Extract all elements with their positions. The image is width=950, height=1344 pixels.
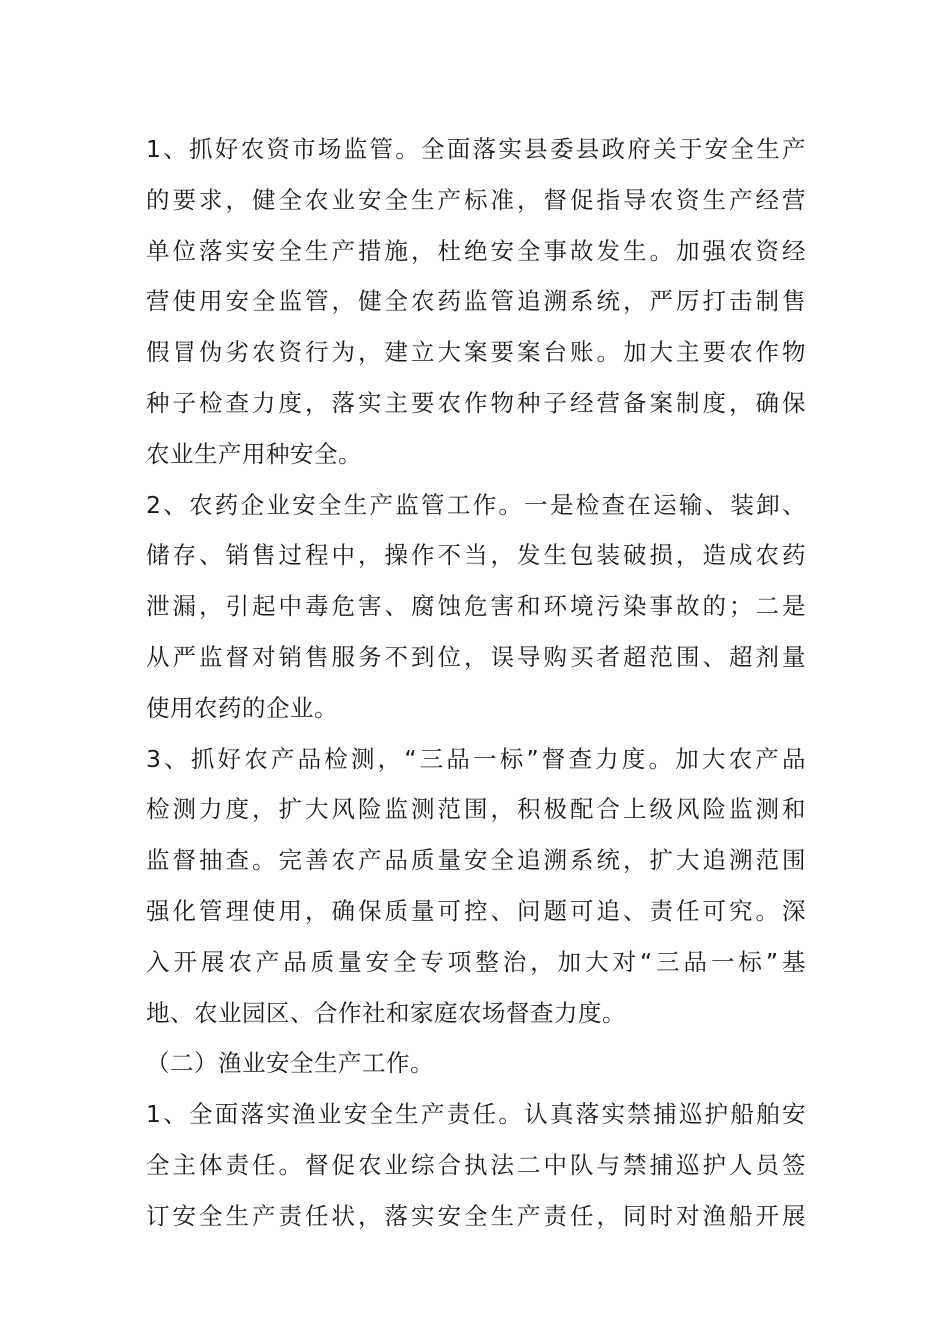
text-line: 1、抓好农资市场监管。全面落实县委县政府关于安全生产	[146, 135, 806, 163]
text-line: 泄漏，引起中毒危害、腐蚀危害和环境污染事故的；二是	[146, 592, 806, 621]
text-line: 检测力度，扩大风险监测范围，积极配合上级风险监测和	[146, 795, 806, 824]
text-line: 入开展农产品质量安全专项整治，加大对“三品一标”基	[146, 947, 806, 976]
text-line: 种子检查力度，落实主要农作物种子经营备案制度，确保	[146, 388, 806, 417]
text-line: 订安全生产责任状，落实安全生产责任，同时对渔船开展	[146, 1201, 806, 1230]
text-line: 2、农药企业安全生产监管工作。一是检查在运输、装卸、	[146, 490, 806, 519]
text-line: 单位落实安全生产措施，杜绝安全事故发生。加强农资经	[146, 236, 806, 265]
text-line: 3、抓好农产品检测，“三品一标”督查力度。加大农产品	[146, 744, 806, 773]
text-line: 使用农药的企业。	[146, 693, 338, 722]
text-line: 假冒伪劣农资行为，建立大案要案台账。加大主要农作物	[146, 338, 806, 367]
text-line: 1、全面落实渔业安全生产责任。认真落实禁捕巡护船舶安	[146, 1100, 806, 1129]
text-line: 地、农业园区、合作社和家庭农场督查力度。	[146, 998, 626, 1027]
text-line: 的要求，健全农业安全生产标准，督促指导农资生产经营	[146, 185, 806, 214]
text-line: 监督抽查。完善农产品质量安全追溯系统，扩大追溯范围	[146, 846, 806, 875]
text-line: （二）渔业安全生产工作。	[146, 1049, 434, 1078]
text-line: 营使用安全监管，健全农药监管追溯系统，严厉打击制售	[146, 287, 806, 316]
text-line: 储存、销售过程中，操作不当，发生包装破损，造成农药	[146, 541, 806, 570]
text-line: 全主体责任。督促农业综合执法二中队与禁捕巡护人员签	[146, 1150, 806, 1179]
text-line: 农业生产用种安全。	[146, 439, 362, 468]
text-line: 强化管理使用，确保质量可控、问题可追、责任可究。深	[146, 896, 806, 925]
text-line: 从严监督对销售服务不到位，误导购买者超范围、超剂量	[146, 642, 806, 671]
document-body	[146, 124, 806, 1242]
